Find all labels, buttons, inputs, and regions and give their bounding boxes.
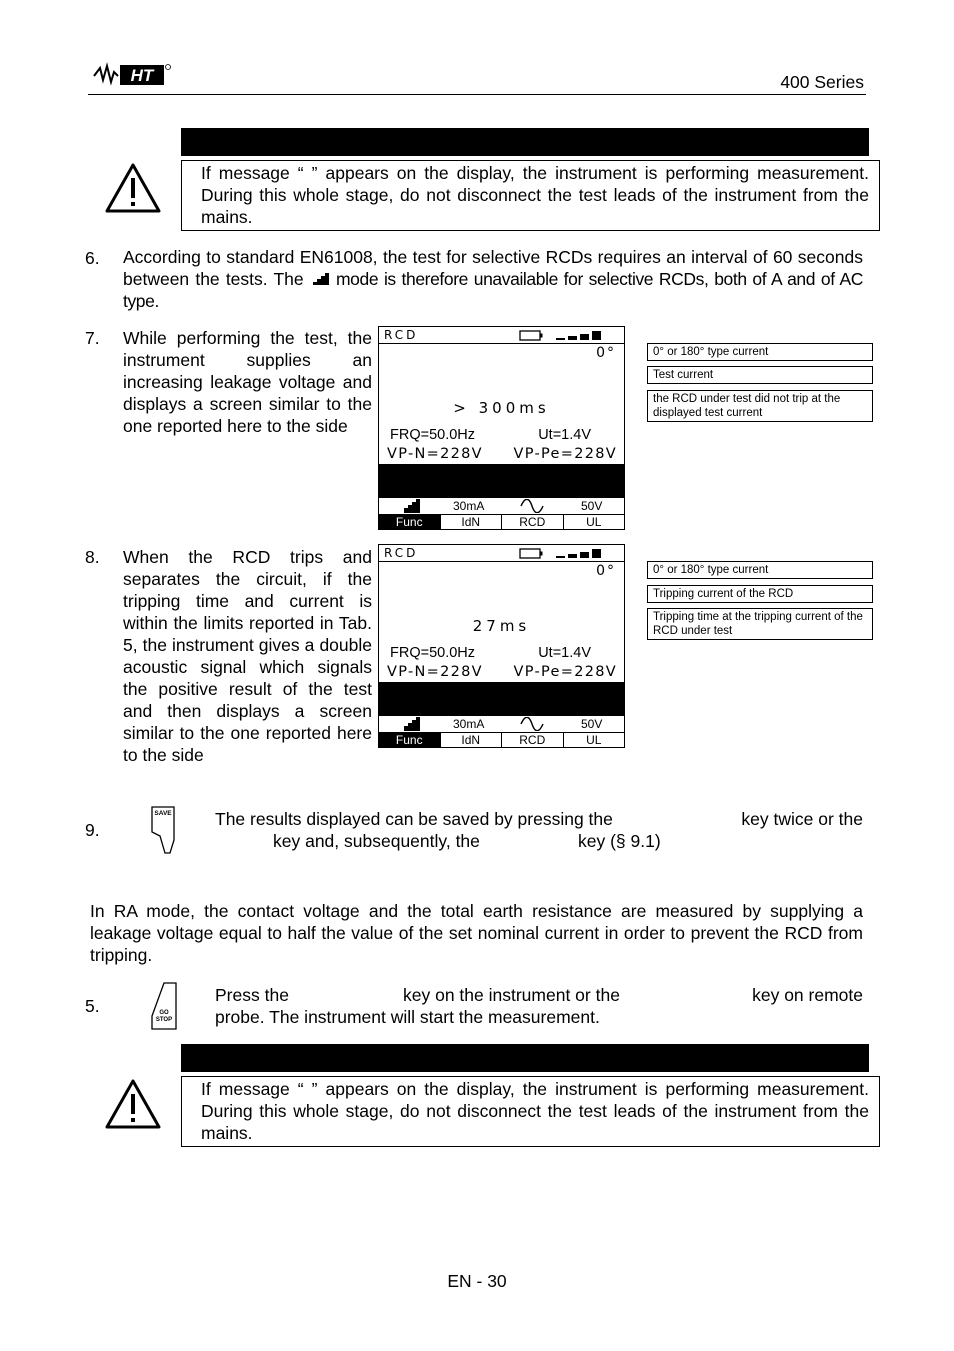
battery-signal-icon (519, 330, 614, 341)
tab-ul[interactable]: UL (563, 733, 625, 748)
ra-mode-paragraph: In RA mode, the contact voltage and the total earth resistance are measured by supplying a leakage voltage equal to half the value of the set nominal current in order to prevent the RCD from tripping. (90, 901, 863, 965)
callout: Tripping current of the RCD (647, 585, 873, 603)
caution-bar (181, 1044, 869, 1072)
tab-idn[interactable]: IdN (440, 733, 502, 748)
phase-angle: 0° (596, 563, 616, 579)
page-number: EN - 30 (447, 1271, 507, 1291)
vpe-value: VP-Pe=228V (513, 446, 617, 462)
current-value: 30mA (453, 717, 485, 731)
current-value: 30mA (453, 499, 485, 513)
screen-black-band (379, 464, 624, 498)
warning-triangle-icon (104, 1078, 162, 1130)
step9-text: The results displayed can be saved by pressing the key twice or the key and, subsequently, the key (§ 9.1) (215, 809, 863, 851)
step5-text: Press the key on the instrument or the key on remote probe. The instrument will start the measurement. (215, 985, 863, 1027)
screen-divider (379, 561, 624, 562)
ramp-mode-icon (401, 498, 421, 513)
callout: 0° or 180° type current (647, 343, 873, 361)
warning-message: If message “ ” appears on the display, the instrument is performing measurement. During this whole stage, do not disconnect the test leads of the instrument from the mains. (181, 1076, 880, 1147)
save-key-icon[interactable] (148, 806, 178, 854)
step-number: 9. (85, 820, 100, 840)
battery-signal-icon (519, 548, 614, 559)
screen-black-band (379, 682, 624, 716)
step-number: 5. (85, 996, 100, 1016)
instrument-screen (378, 326, 625, 530)
result-value: 27ms (472, 617, 531, 635)
parameter-row (379, 716, 624, 732)
header-divider (88, 94, 866, 95)
series-title: 400 Series (780, 72, 864, 92)
step6-text: According to standard EN61008, the test for selective RCDs requires an interval of 60 seconds between the tests. The mode is therefore unavailable for selective RCDs, both of A and of AC type. (123, 247, 863, 311)
step-number: 8. (85, 547, 100, 567)
tab-func[interactable]: Func (379, 733, 440, 748)
screen-divider (379, 343, 624, 344)
contact-voltage: Ut=1.4V (538, 645, 591, 661)
frequency-value: FRQ=50.0Hz (390, 427, 476, 443)
function-tabs (379, 514, 624, 530)
frequency-value: FRQ=50.0Hz (390, 645, 476, 661)
step-number: 6. (85, 248, 100, 268)
callout: Test current (647, 366, 873, 384)
callout: 0° or 180° type current (647, 561, 873, 579)
svg-text:STOP: STOP (155, 1017, 173, 1023)
callout: the RCD under test did not trip at the displayed test current (647, 390, 873, 422)
step7-text: While performing the test, the instrument supplies an increasing leakage voltage and displays a screen similar to the one reported here to the side (123, 328, 372, 436)
go-stop-key-icon[interactable] (148, 982, 178, 1030)
step-number: 7. (85, 328, 100, 348)
ul-value: 50V (581, 717, 603, 731)
vpn-value: VP-N=228V (387, 446, 483, 462)
ul-value: 50V (581, 499, 603, 513)
ramp-mode-icon (401, 716, 421, 731)
logo-text: HT (130, 66, 154, 85)
phase-angle: 0° (596, 345, 616, 361)
instrument-screen (378, 544, 625, 748)
tab-func[interactable]: Func (379, 515, 440, 530)
ramp-mode-icon (310, 272, 330, 286)
ac-wave-icon (519, 499, 545, 513)
tab-rcd[interactable]: RCD (501, 733, 563, 748)
tab-ul[interactable]: UL (563, 515, 625, 530)
tab-rcd[interactable]: RCD (501, 515, 563, 530)
ht-logo (92, 62, 172, 88)
warning-message: If message “ ” appears on the display, the instrument is performing measurement. During this whole stage, do not disconnect the test leads of the instrument from the mains. (181, 160, 880, 231)
warning-triangle-icon (104, 162, 162, 214)
contact-voltage: Ut=1.4V (538, 427, 591, 443)
svg-text:GO: GO (159, 1010, 169, 1016)
result-value: > 300ms (453, 399, 550, 417)
screen-title: RCD (384, 328, 419, 342)
ac-wave-icon (519, 717, 545, 731)
callout: Tripping time at the tripping current of the RCD under test (647, 608, 873, 640)
step8-text: When the RCD trips and separates the circuit, if the tripping time and current is within the limits reported in Tab. 5, the instrument gives a double acoustic signal which signals the positive result of the test and then displays a screen similar to the one reported here to the side (123, 547, 372, 765)
vpn-value: VP-N=228V (387, 664, 483, 680)
save-key-label: SAVE (154, 810, 172, 817)
vpe-value: VP-Pe=228V (513, 664, 617, 680)
caution-bar (181, 128, 869, 156)
function-tabs (379, 732, 624, 748)
tab-idn[interactable]: IdN (440, 515, 502, 530)
screen-title: RCD (384, 546, 419, 560)
parameter-row (379, 498, 624, 514)
